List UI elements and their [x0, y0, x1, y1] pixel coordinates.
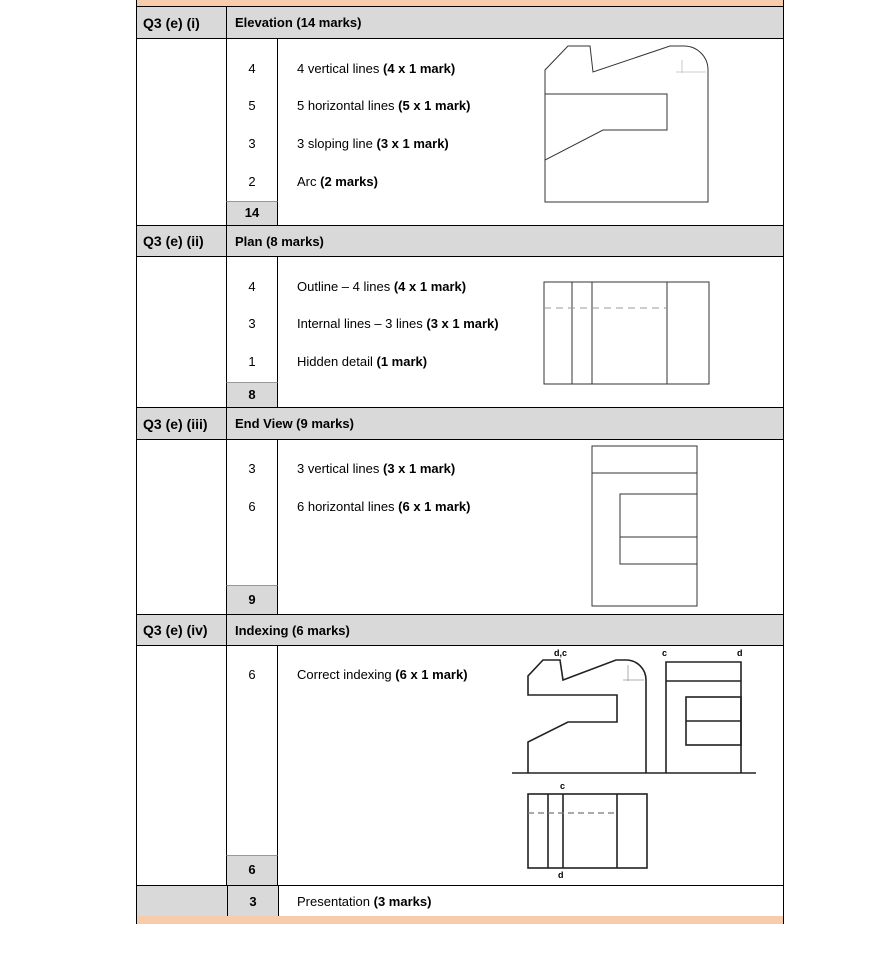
section-title: End View (9 marks) [235, 416, 354, 431]
question-label: Q3 (e) (ii) [137, 226, 227, 256]
criterion-label: 5 horizontal lines [297, 98, 399, 113]
presentation-text [279, 886, 783, 916]
index-label-c-plan: c [560, 781, 566, 791]
criterion-label: 4 vertical lines [297, 61, 383, 76]
indexed-end-view-outline [666, 662, 741, 773]
presentation-row [136, 885, 784, 917]
presentation-mark: 3 [227, 886, 279, 916]
criterion-marks: (6 x 1 mark) [398, 499, 471, 514]
index-label-d-end: d [737, 648, 743, 658]
indexed-plan-outline [528, 794, 647, 868]
presentation-marks: (3 marks) [373, 893, 432, 909]
criterion-marks: (2 marks) [320, 174, 378, 189]
criterion-label: Arc [297, 174, 321, 189]
mark-value: 1 [248, 354, 256, 369]
criterion-label: Correct indexing [297, 667, 396, 682]
question-label: Q3 (e) (i) [137, 7, 227, 38]
criterion-marks: (3 x 1 mark) [376, 136, 449, 151]
criterion-label: Hidden detail [297, 354, 377, 369]
criterion-label: 3 vertical lines [297, 461, 383, 476]
criterion-marks: (3 x 1 mark) [426, 316, 499, 331]
criterion-marks: (5 x 1 mark) [398, 98, 471, 113]
section-total: 9 [226, 585, 278, 614]
index-label-d-plan: d [558, 870, 564, 880]
mark-value: 2 [248, 174, 256, 189]
section-title: Plan (8 marks) [235, 233, 324, 249]
criterion-label: 6 horizontal lines [297, 499, 399, 514]
index-label-dc: d,c [554, 648, 568, 658]
mark-value: 6 [248, 499, 256, 514]
mark-value: 6 [248, 667, 256, 682]
section-total: 14 [226, 201, 278, 225]
criterion-marks: (3 x 1 mark) [382, 461, 456, 476]
criterion-label: Outline – 4 lines [297, 279, 394, 294]
criterion-marks: (1 mark) [376, 354, 428, 369]
question-label: Q3 (e) (iii) [137, 408, 227, 439]
criterion-marks: (6 x 1 mark) [395, 667, 468, 682]
section-title: Elevation (14 marks) [235, 15, 362, 30]
section-total: 6 [226, 855, 278, 885]
criterion-label: 3 sloping line [297, 136, 377, 151]
mark-value: 3 [248, 461, 256, 476]
section-total: 8 [226, 382, 278, 407]
section-title: Indexing (6 marks) [235, 622, 350, 638]
criterion-marks: (4 x 1 mark) [393, 279, 467, 294]
criterion-marks: (4 x 1 mark) [382, 61, 456, 76]
criterion-label: Internal lines – 3 lines [297, 316, 427, 331]
question-label: Q3 (e) (iv) [137, 615, 227, 645]
mark-value: 5 [248, 98, 256, 113]
index-label-c-end: c [662, 648, 668, 658]
mark-value: 3 [248, 316, 256, 331]
mark-value: 3 [248, 136, 256, 151]
mark-value: 4 [248, 61, 256, 76]
mark-value: 4 [248, 279, 256, 294]
bottom-accent-band [136, 916, 784, 924]
presentation-label: Presentation [297, 893, 370, 909]
